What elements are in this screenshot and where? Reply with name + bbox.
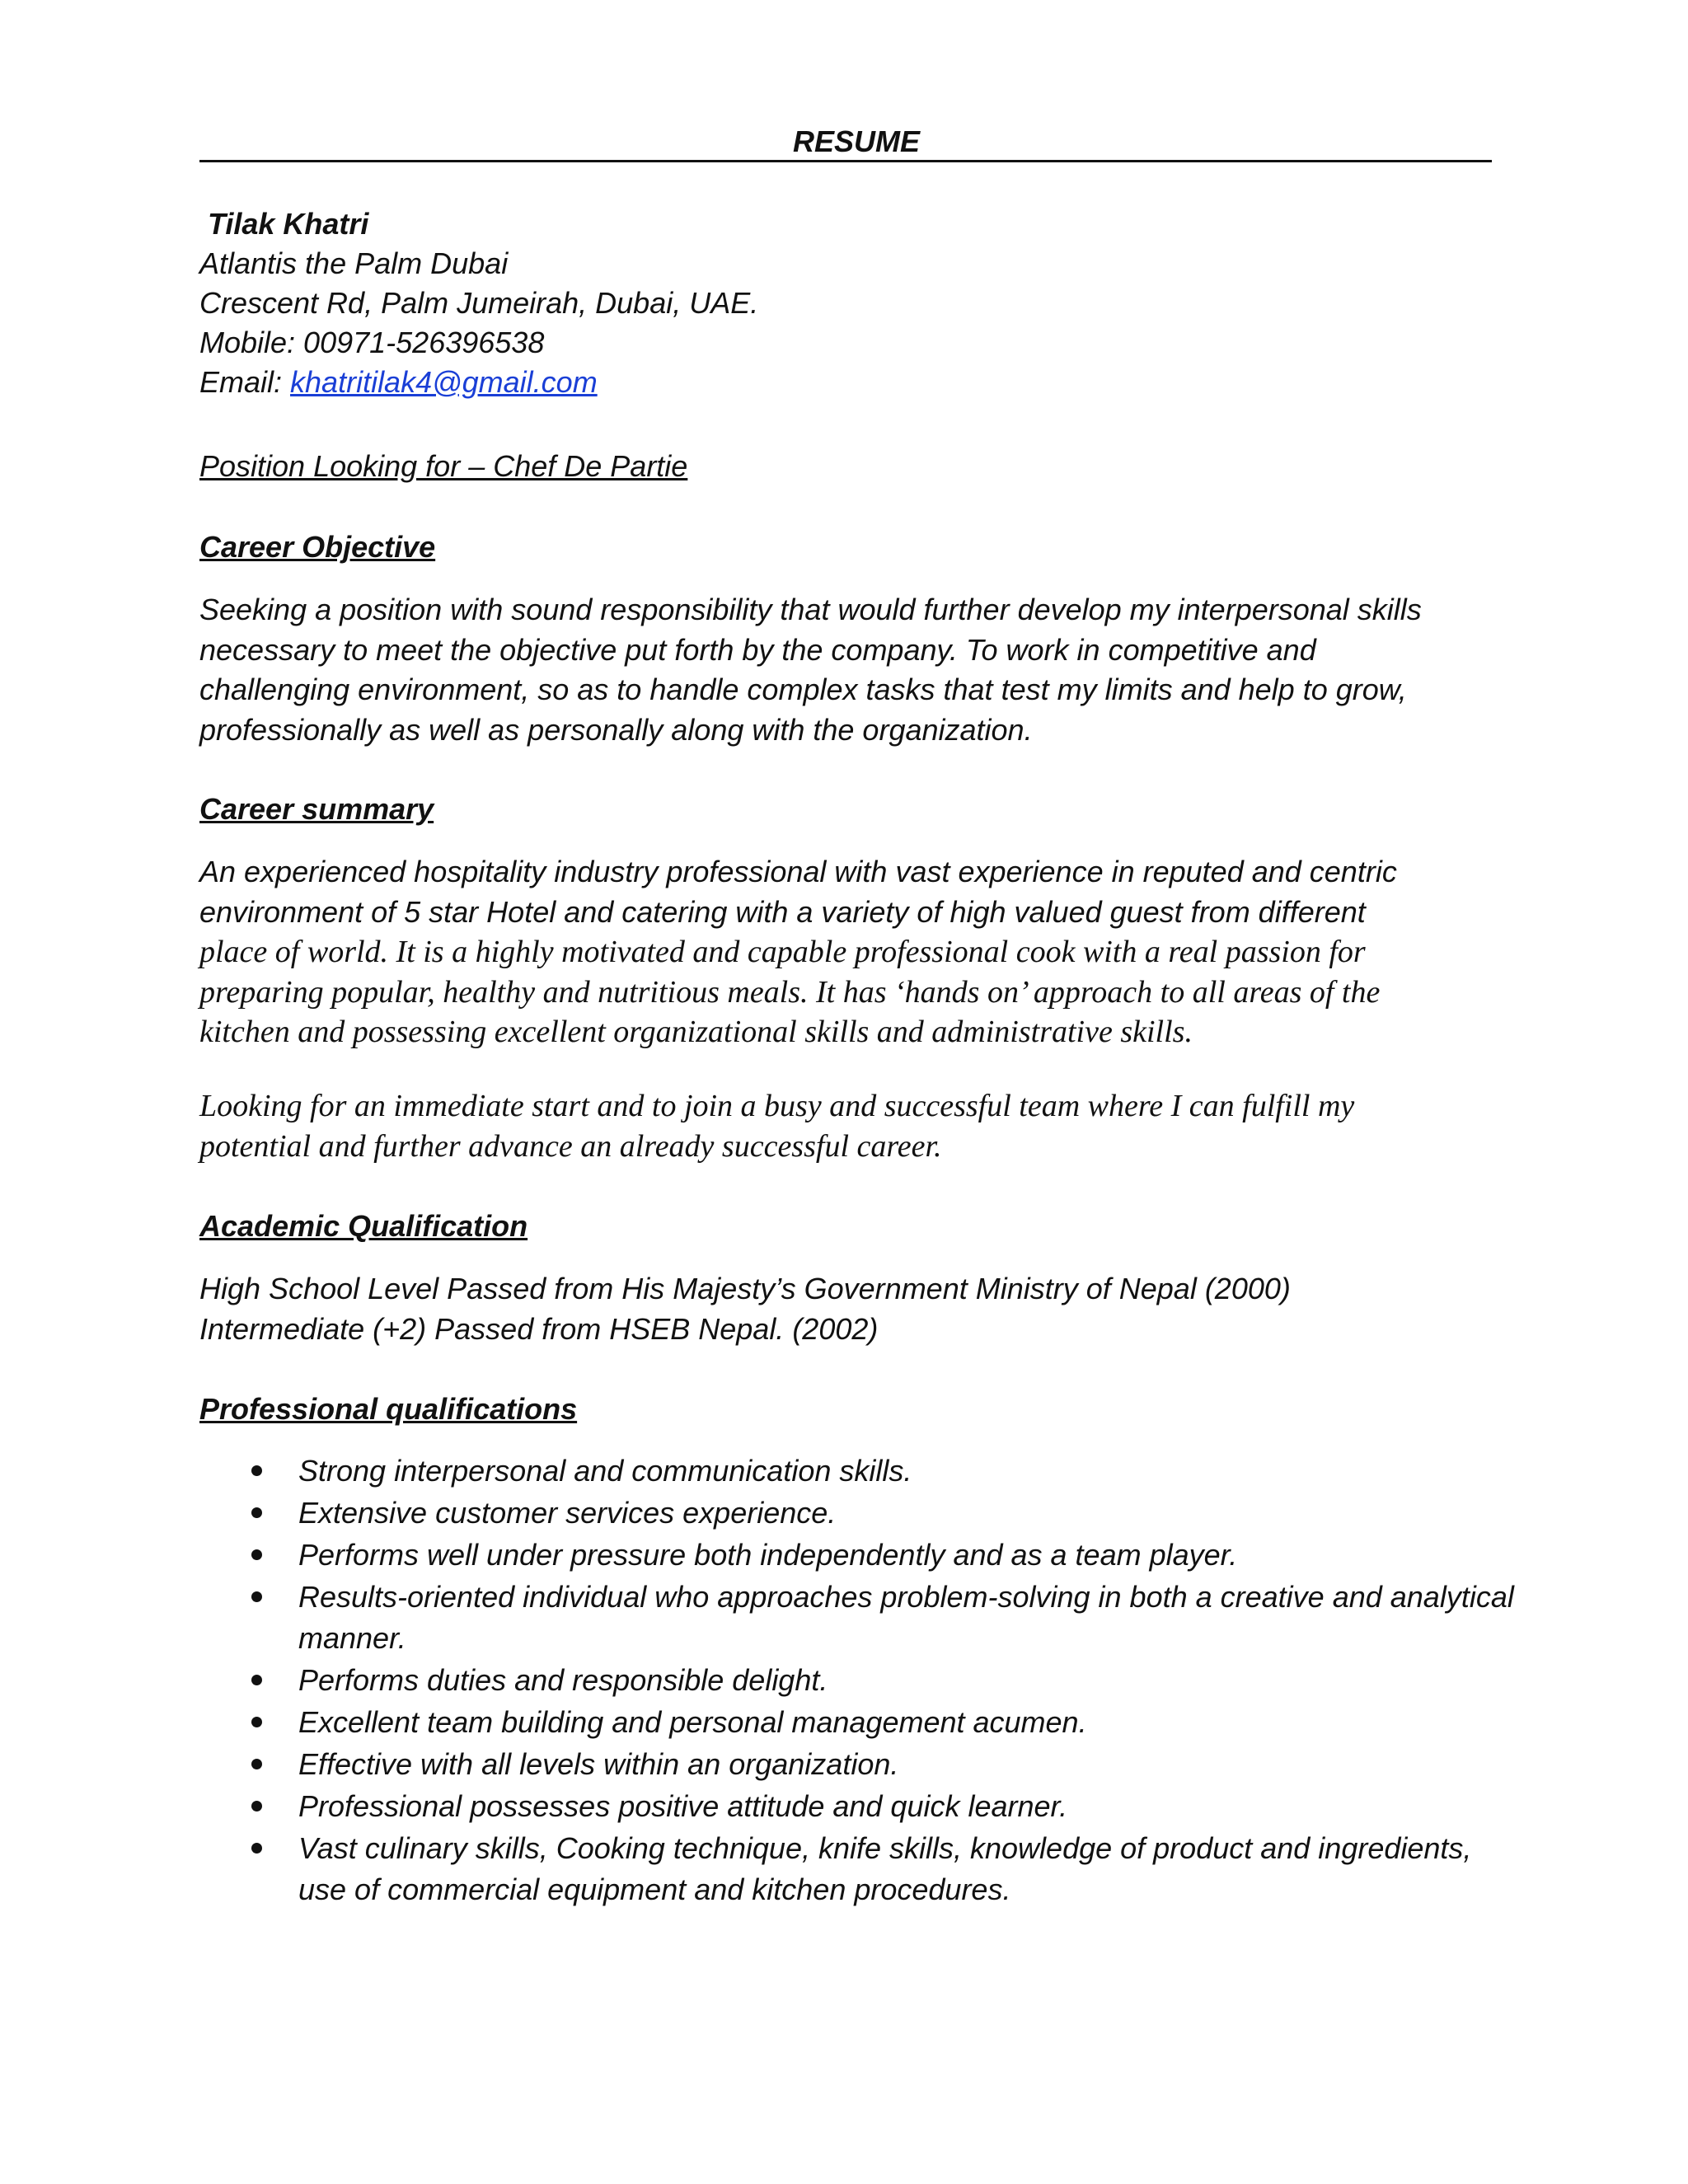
bullet-icon <box>251 1801 262 1811</box>
academic-text <box>199 1269 1502 1349</box>
career-summary-closing-line: Looking for an immediate start and to join a busy and successful team where I can fulfill my <box>199 1089 1355 1123</box>
bullet-icon <box>251 1675 262 1685</box>
position-sought: Position Looking for – Chef De Partie <box>199 449 688 483</box>
academic-line: Intermediate (+2) Passed from HSEB Nepal. (2002) <box>199 1311 879 1346</box>
career-summary-line: An experienced hospitality industry professional with vast experience in reputed and centric <box>199 855 1397 888</box>
bullet-icon <box>251 1465 262 1476</box>
employer-name: Atlantis the Palm Dubai <box>199 246 509 280</box>
career-summary-line: kitchen and possessing excellent organizational skills and administrative skills. <box>199 1015 1193 1049</box>
career-objective-line: necessary to meet the objective put forth by the company. To work in competitive and <box>199 632 1316 667</box>
professional-heading: Professional qualifications <box>199 1392 578 1426</box>
career-summary-closing <box>199 1086 1502 1166</box>
bullet-icon <box>251 1759 262 1769</box>
career-summary-line: preparing popular, healthy and nutritious meals. It has ‘hands on’ approach to all areas of the <box>199 974 1381 1010</box>
bullet-icon <box>251 1717 262 1727</box>
career-objective-line: Seeking a position with sound responsibility that would further develop my interpersonal skills <box>199 593 1422 626</box>
bullet-icon <box>251 1507 262 1518</box>
career-objective-line: professionally as well as personally along with the organization. <box>199 712 1033 747</box>
bullet-icon <box>251 1843 262 1854</box>
career-objective-line: challenging environment, so as to handle complex tasks that test my limits and help to grow, <box>199 673 1407 706</box>
list-item: Professional possesses positive attitude and quick learner. <box>199 1786 1518 1827</box>
list-item: Extensive customer services experience. <box>199 1493 1518 1534</box>
resume-title: RESUME <box>793 124 921 158</box>
email-label: Email: <box>199 365 291 399</box>
bullet-icon <box>251 1549 262 1560</box>
bullet-icon <box>251 1591 262 1602</box>
list-item: Performs well under pressure both independently and as a team player. <box>199 1535 1518 1576</box>
academic-heading: Academic Qualification <box>199 1209 528 1243</box>
career-objective-text <box>199 590 1502 750</box>
list-item: Results-oriented individual who approaches problem-solving in both a creative and analytical manner. <box>199 1577 1518 1659</box>
chef-photo <box>1117 194 1587 544</box>
career-summary-closing-line: potential and further advance an already successful career. <box>199 1128 942 1164</box>
email-row <box>199 363 758 402</box>
list-item: Vast culinary skills, Cooking technique, knife skills, knowledge of product and ingredients, use of commercial equipment and kitchen procedures. <box>199 1828 1518 1910</box>
email-link[interactable]: khatritilak4@gmail.com <box>290 365 598 399</box>
career-summary-text <box>199 852 1502 1052</box>
applicant-name: Tilak Khatri <box>208 207 369 241</box>
academic-line: High School Level Passed from His Majesty’s Government Ministry of Nepal (2000) <box>199 1272 1291 1305</box>
career-summary-line: environment of 5 star Hotel and catering with a variety of high valued guest from different <box>199 894 1366 929</box>
mobile-number: Mobile: 00971-526396538 <box>199 326 545 359</box>
list-item: Effective with all levels within an organization. <box>199 1744 1518 1785</box>
resume-title-row <box>199 124 1492 165</box>
list-item: Strong interpersonal and communication skills. <box>199 1451 1518 1492</box>
list-item: Performs duties and responsible delight. <box>199 1660 1518 1701</box>
contact-block <box>199 204 758 402</box>
career-summary-heading: Career summary <box>199 792 434 826</box>
list-item: Excellent team building and personal management acumen. <box>199 1702 1518 1743</box>
career-objective-heading: Career Objective <box>199 530 436 564</box>
title-rule <box>199 160 1492 162</box>
career-summary-line: place of world. It is a highly motivated and capable professional cook with a real passion for <box>199 935 1366 969</box>
professional-list <box>199 1451 1518 1911</box>
address: Crescent Rd, Palm Jumeirah, Dubai, UAE. <box>199 286 759 320</box>
